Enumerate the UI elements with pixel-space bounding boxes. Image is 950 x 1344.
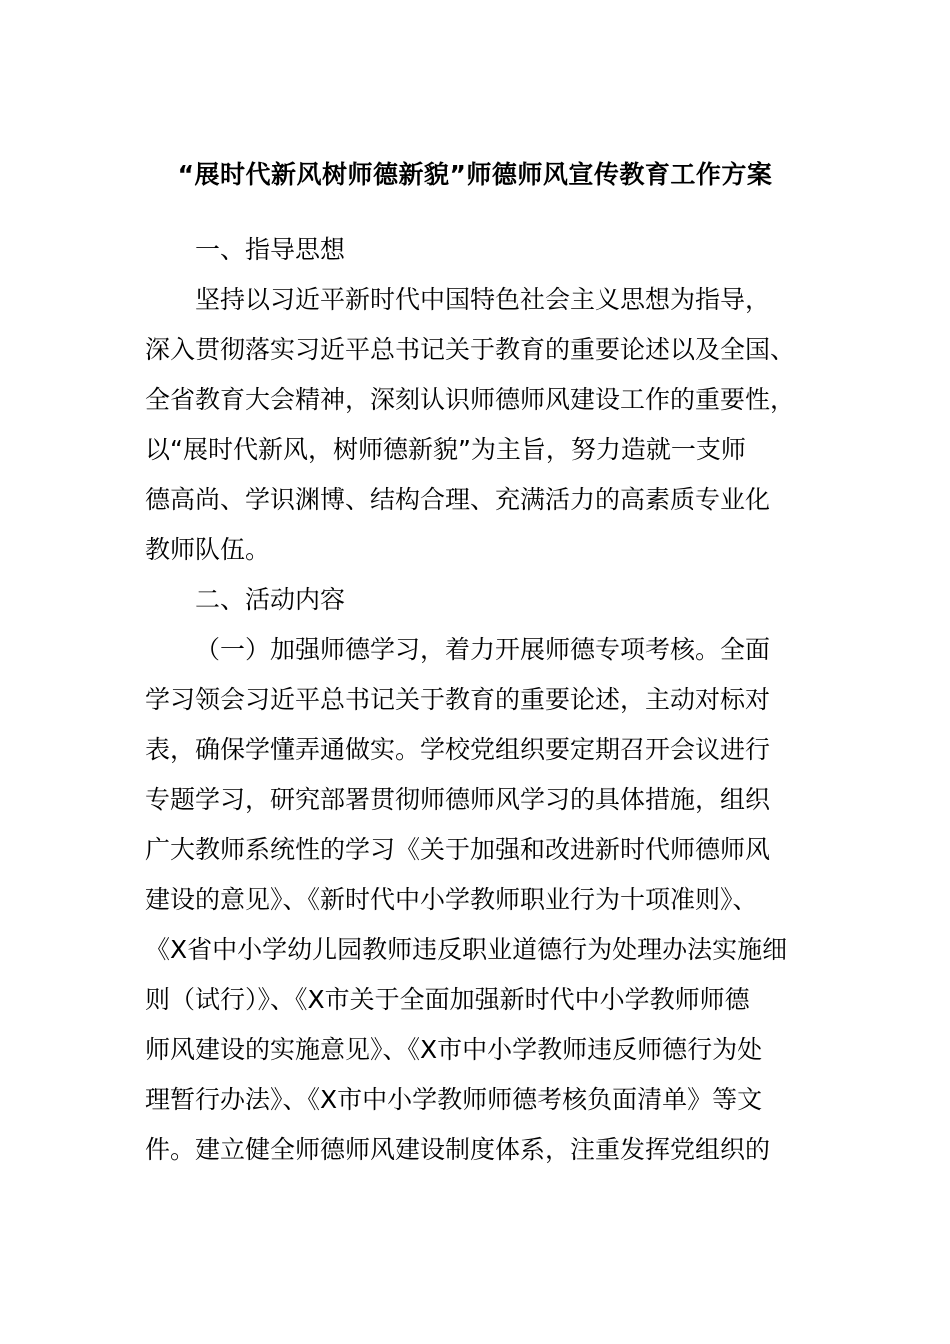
paragraph-line: 深入贯彻落实习近平总书记关于教育的重要论述以及全国、 xyxy=(145,335,796,364)
document-title: “展时代新风树师德新貌”师德师风宣传教育工作方案 xyxy=(177,160,773,189)
paragraph-line: 件。建立健全师德师风建设制度体系，注重发挥党组织的 xyxy=(145,1135,771,1164)
section-heading-guiding-ideology: 一、指导思想 xyxy=(195,235,346,264)
paragraph-line: 专题学习，研究部署贯彻师德师风学习的具体措施，组织 xyxy=(145,785,771,814)
paragraph-line: 学习领会习近平总书记关于教育的重要论述，主动对标对 xyxy=(145,685,771,714)
paragraph-line: 理暂行办法》、《X市中小学教师师德考核负面清单》等文 xyxy=(145,1085,763,1114)
section-heading-activity-content: 二、活动内容 xyxy=(195,585,346,614)
paragraph-line: 建设的意见》、《新时代中小学教师职业行为十项准则》、 xyxy=(145,885,758,914)
paragraph-line: 师风建设的实施意见》、《X市中小学教师违反师德行为处 xyxy=(145,1035,763,1064)
paragraph-line: （一）加强师德学习，着力开展师德专项考核。全面 xyxy=(195,635,771,664)
paragraph-line: 以“展时代新风，树师德新貌”为主旨，努力造就一支师 xyxy=(145,435,746,464)
paragraph-line: 广大教师系统性的学习《关于加强和改进新时代师德师风 xyxy=(145,835,771,864)
paragraph-line: 坚持以习近平新时代中国特色社会主义思想为指导， xyxy=(195,285,771,314)
paragraph-line: 全省教育大会精神，深刻认识师德师风建设工作的重要性， xyxy=(145,385,796,414)
paragraph-line: 表，确保学懂弄通做实。学校党组织要定期召开会议进行 xyxy=(145,735,771,764)
paragraph-line: 则（试行）》、《X市关于全面加强新时代中小学教师师德 xyxy=(145,985,750,1014)
paragraph-line: 教师队伍。 xyxy=(145,535,271,564)
paragraph-line: 《X省中小学幼儿园教师违反职业道德行为处理办法实施细 xyxy=(145,935,788,964)
paragraph-line: 德高尚、学识渊博、结构合理、充满活力的高素质专业化 xyxy=(145,485,771,514)
